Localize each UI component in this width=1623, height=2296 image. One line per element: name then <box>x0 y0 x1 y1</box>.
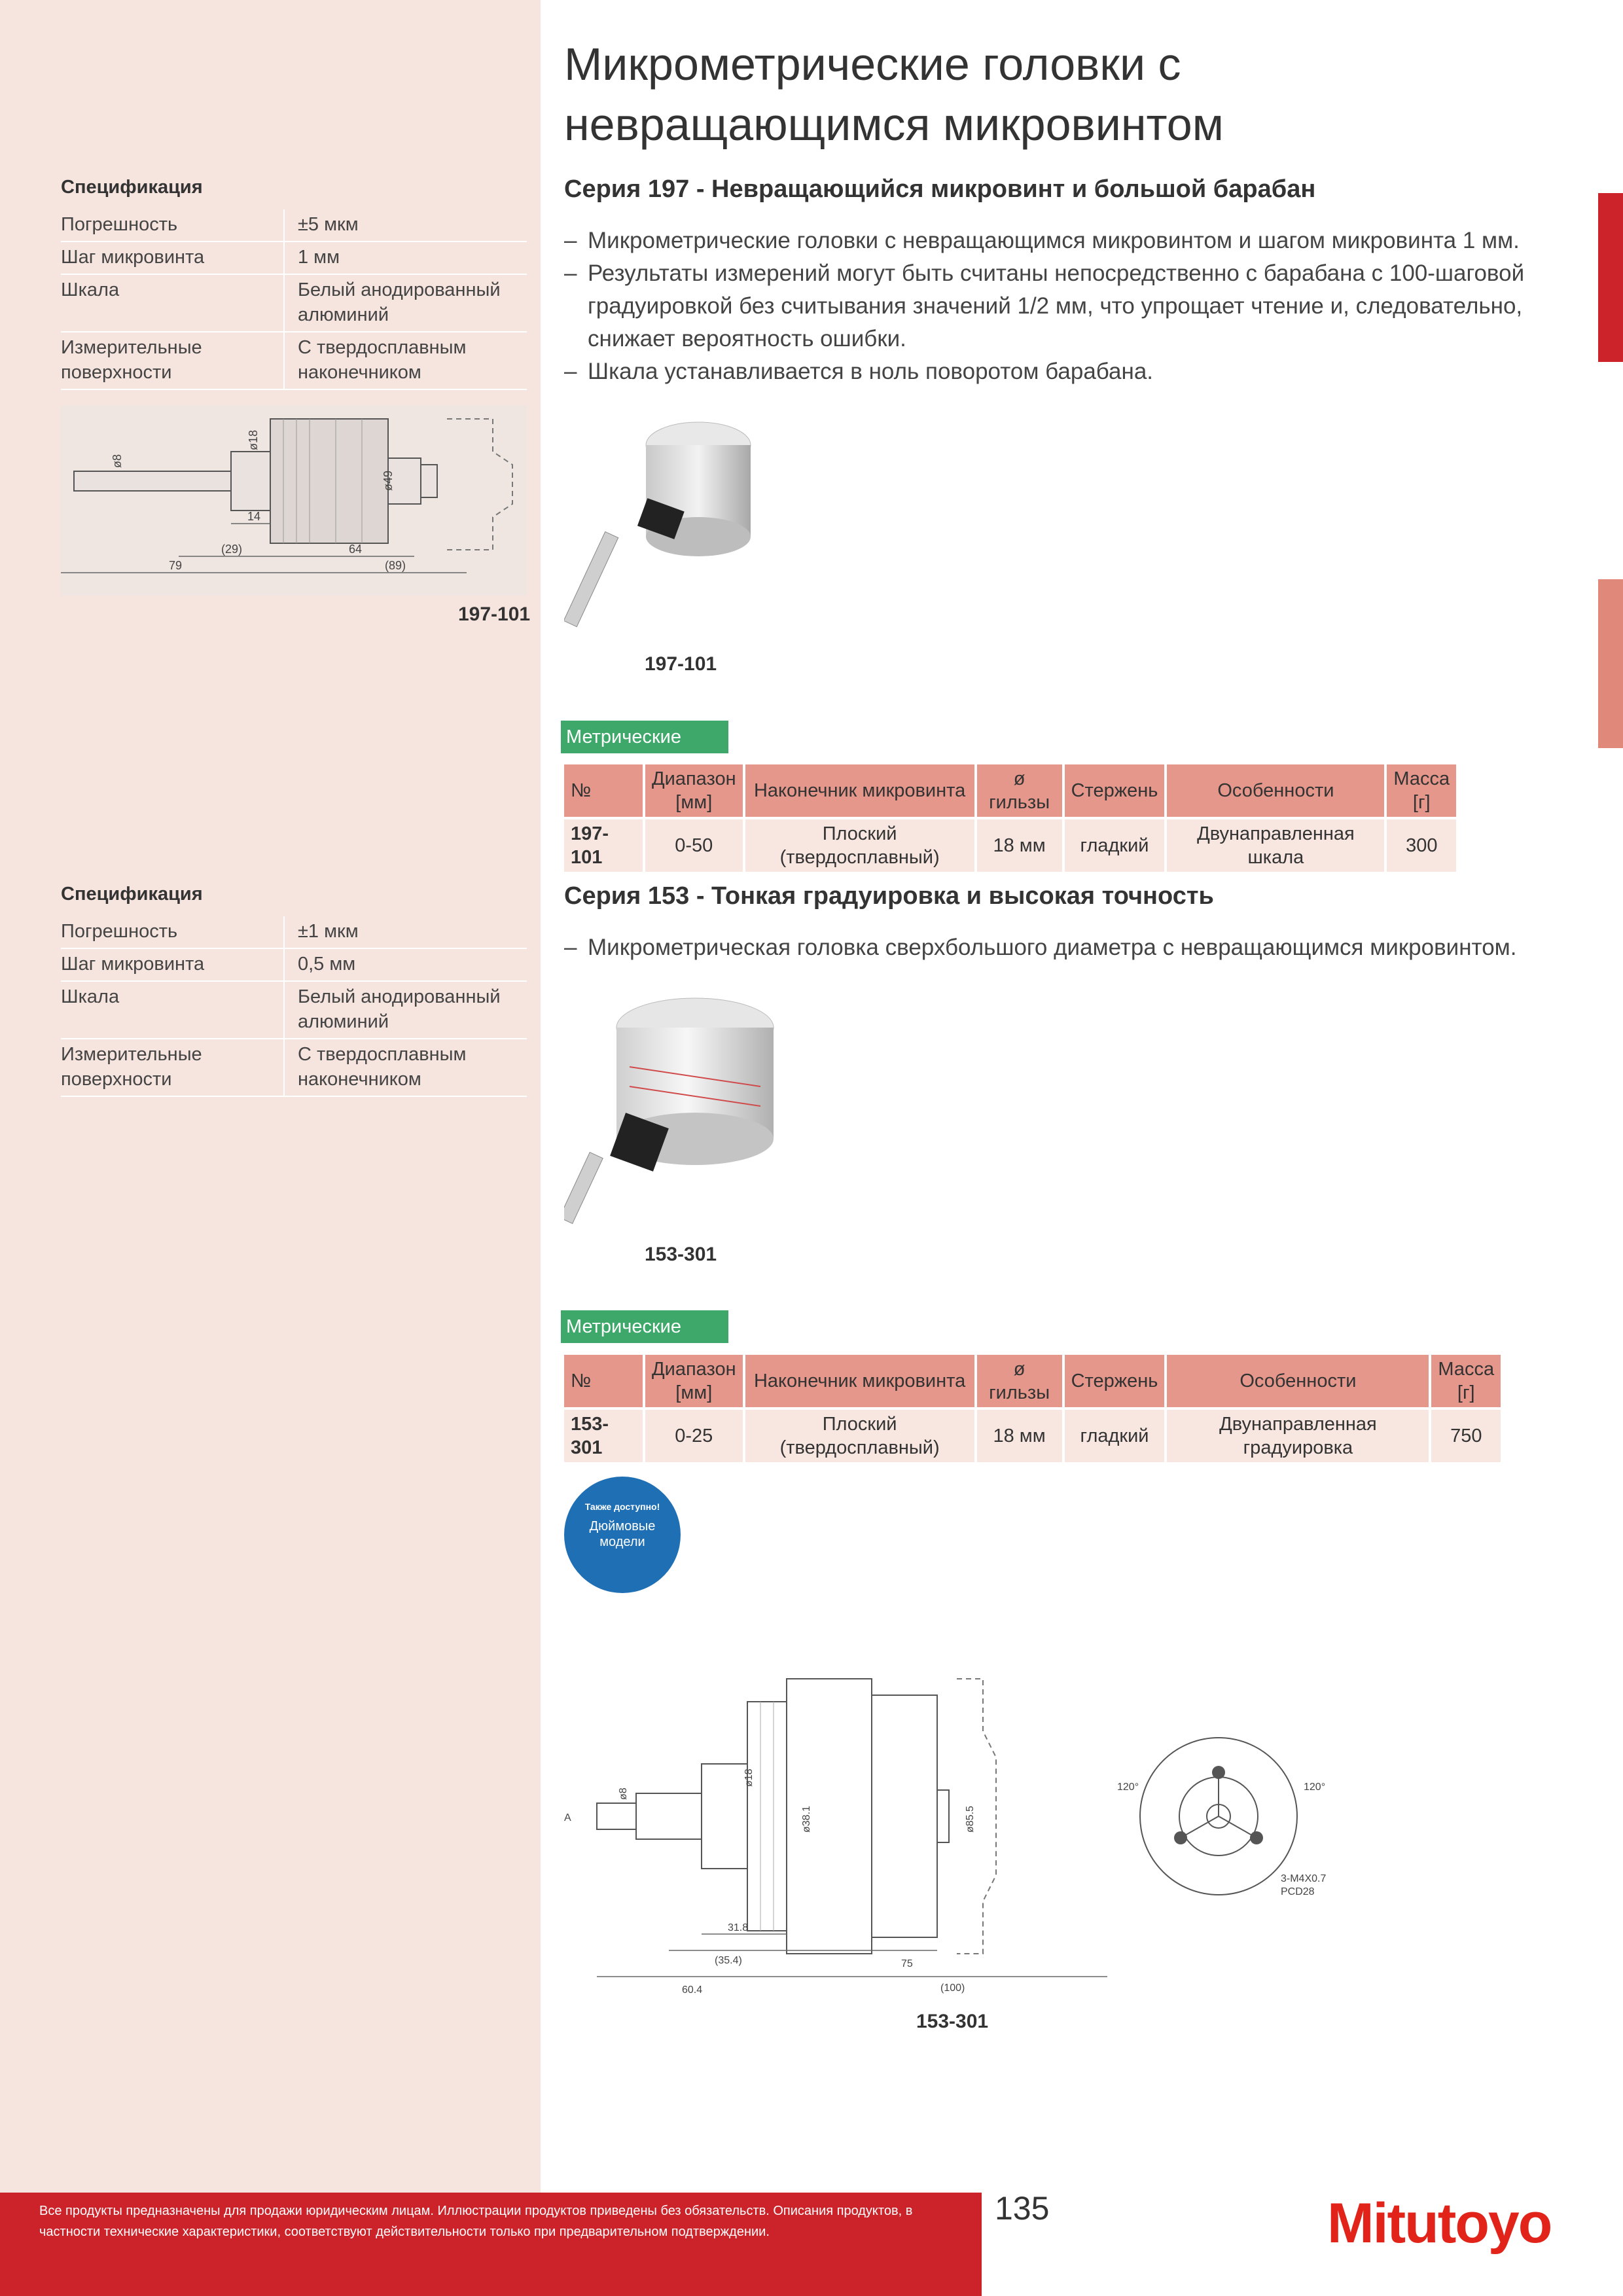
photo-caption-197: 197-101 <box>645 653 717 675</box>
spec-key: Шкала <box>61 274 284 332</box>
cell: 0-50 <box>645 819 743 872</box>
spec-key: Шаг микровинта <box>61 242 284 274</box>
spec-table-197 <box>61 209 527 390</box>
table-row <box>564 1410 1501 1462</box>
spec-value: Белый анодированный алюминий <box>284 274 527 332</box>
spec-key: Измерительные поверхности <box>61 1039 284 1096</box>
cell: 0-25 <box>645 1410 743 1462</box>
dim-label: 120° <box>1117 1782 1139 1793</box>
dim-label: 120° <box>1304 1782 1326 1793</box>
spec-row <box>61 242 527 274</box>
spec-heading: Спецификация <box>61 884 203 905</box>
inch-models-badge <box>564 1477 681 1593</box>
product-table-197 <box>562 762 1459 874</box>
dim-label: (100) <box>940 1982 965 1994</box>
dim-label: 60.4 <box>682 1984 703 1996</box>
col-header: Стержень <box>1065 764 1165 817</box>
cell-code: 153-301 <box>564 1410 643 1462</box>
series-197-bullets <box>564 224 1585 388</box>
spec-value: 0,5 мм <box>284 948 527 981</box>
spec-key: Измерительные поверхности <box>61 332 284 389</box>
cell: Двунаправленная шкала <box>1167 819 1384 872</box>
cell-code: 197-101 <box>564 819 643 872</box>
cell: 18 мм <box>977 819 1062 872</box>
page-title: Микрометрические головки с невращающимся микровинтом <box>564 39 1224 150</box>
cell: гладкий <box>1065 1410 1165 1462</box>
dim-label: 31.8 <box>728 1922 749 1933</box>
cell: Плоский (твердосплавный) <box>745 819 974 872</box>
bullet: – Микрометрические головки с невращающимся микровинтом и шагом микровинта 1 мм. <box>564 224 1585 257</box>
col-header: ø гильзы <box>977 764 1062 817</box>
dim-label: 14 <box>247 510 261 523</box>
col-header: Масса [г] <box>1431 1355 1501 1407</box>
table-header-row <box>564 1355 1501 1407</box>
product-photo-153-301 <box>564 988 800 1237</box>
chapter-tab-pink <box>1598 579 1623 748</box>
footer-disclaimer: Все продукты предназначены для продажи юридическим лицам. Иллюстрации продуктов приведены без обязательств. Описания продуктов, в частности технические характеристики, соответствуют действительности только при предварительном подтверждении. <box>39 2204 913 2239</box>
spec-row <box>61 981 527 1039</box>
cell: 18 мм <box>977 1410 1062 1462</box>
spec-value: ±1 мкм <box>284 916 527 948</box>
spec-value: 1 мм <box>284 242 527 274</box>
dim-label: ø85.5 <box>965 1806 976 1833</box>
cell: Двунаправленная градуировка <box>1167 1410 1429 1462</box>
spec-row <box>61 209 527 242</box>
col-header: Диапазон [мм] <box>645 1355 743 1407</box>
product-table-153 <box>562 1352 1503 1465</box>
page-number: 135 <box>995 2190 1050 2227</box>
spec-value: С твердосплавным наконечником <box>284 332 527 389</box>
bullet: – Микрометрическая головка сверхбольшого диаметра с невращающимся микровинтом. <box>564 931 1585 964</box>
dim-label: 75 <box>901 1958 913 1969</box>
spec-row <box>61 948 527 981</box>
cell: Плоский (твердосплавный) <box>745 1410 974 1462</box>
metric-tag-197: Метрические <box>561 721 728 753</box>
col-header: ø гильзы <box>977 1355 1062 1407</box>
dim-label: ø8 <box>618 1787 629 1800</box>
spec-value: ±5 мкм <box>284 209 527 242</box>
spec-row <box>61 1039 527 1096</box>
col-header: Особенности <box>1167 764 1384 817</box>
col-header: № <box>564 764 643 817</box>
dim-label: 3-M4X0.7 <box>1281 1873 1327 1884</box>
cell: гладкий <box>1065 819 1165 872</box>
dim-label: 79 <box>169 559 183 572</box>
technical-drawing-153-301 <box>564 1669 1356 1996</box>
spec-key: Погрешность <box>61 209 284 242</box>
dim-label: (29) <box>221 543 243 556</box>
dim-label: PCD28 <box>1281 1886 1315 1897</box>
dim-label: ø38.1 <box>801 1806 812 1833</box>
photo-caption-153: 153-301 <box>645 1244 717 1265</box>
col-header: № <box>564 1355 643 1407</box>
col-header: Наконечник микровинта <box>745 1355 974 1407</box>
table-header-row <box>564 764 1456 817</box>
col-header: Диапазон [мм] <box>645 764 743 817</box>
col-header: Стержень <box>1065 1355 1165 1407</box>
col-header: Наконечник микровинта <box>745 764 974 817</box>
product-photo-197-101 <box>564 412 800 648</box>
series-153-title: Серия 153 - Тонкая градуировка и высокая точность <box>564 882 1214 910</box>
spec-value: Белый анодированный алюминий <box>284 981 527 1039</box>
spec-value: С твердосплавным наконечником <box>284 1039 527 1096</box>
metric-tag-153: Метрические <box>561 1310 728 1343</box>
spec-heading: Спецификация <box>61 177 203 198</box>
spec-key: Погрешность <box>61 916 284 948</box>
spec-key: Шаг микровинта <box>61 948 284 981</box>
dim-label: (89) <box>385 559 406 572</box>
dim-label: A <box>564 1812 571 1823</box>
spec-row <box>61 916 527 948</box>
col-header: Особенности <box>1167 1355 1429 1407</box>
spec-table-153 <box>61 916 527 1097</box>
dim-label: ø18 <box>743 1768 755 1787</box>
col-header: Масса [г] <box>1387 764 1456 817</box>
dim-label: ø18 <box>247 429 260 450</box>
dim-label: ø49 <box>382 470 395 491</box>
dim-label: (35.4) <box>715 1955 742 1966</box>
dim-label: 64 <box>349 543 363 556</box>
series-153-bullets <box>564 931 1585 964</box>
table-row <box>564 819 1456 872</box>
series-197-title: Серия 197 - Невращающийся микровинт и большой барабан <box>564 175 1316 203</box>
technical-drawing-197-101 <box>61 406 527 596</box>
mitutoyo-logo: Mitutoyo <box>1327 2192 1552 2255</box>
badge-top-text: Также доступно! <box>584 1501 660 1512</box>
spec-row <box>61 274 527 332</box>
drawing-caption-153: 153-301 <box>916 2011 989 2032</box>
bullet: – Шкала устанавливается в ноль поворотом барабана. <box>564 355 1585 388</box>
drawing-caption-197: 197-101 <box>458 603 531 625</box>
chapter-tab-red <box>1598 193 1623 362</box>
bullet: – Результаты измерений могут быть считаны непосредственно с барабана с 100-шаговой градуировкой без считывания значений 1/2 мм, что упрощает чтение и, следовательно, снижает вероятность ошибки. <box>564 257 1585 355</box>
badge-main-text: Дюймовые модели <box>589 1519 656 1549</box>
spec-row <box>61 332 527 389</box>
dim-label: ø8 <box>111 454 124 468</box>
spec-key: Шкала <box>61 981 284 1039</box>
cell: 300 <box>1387 819 1456 872</box>
cell: 750 <box>1431 1410 1501 1462</box>
